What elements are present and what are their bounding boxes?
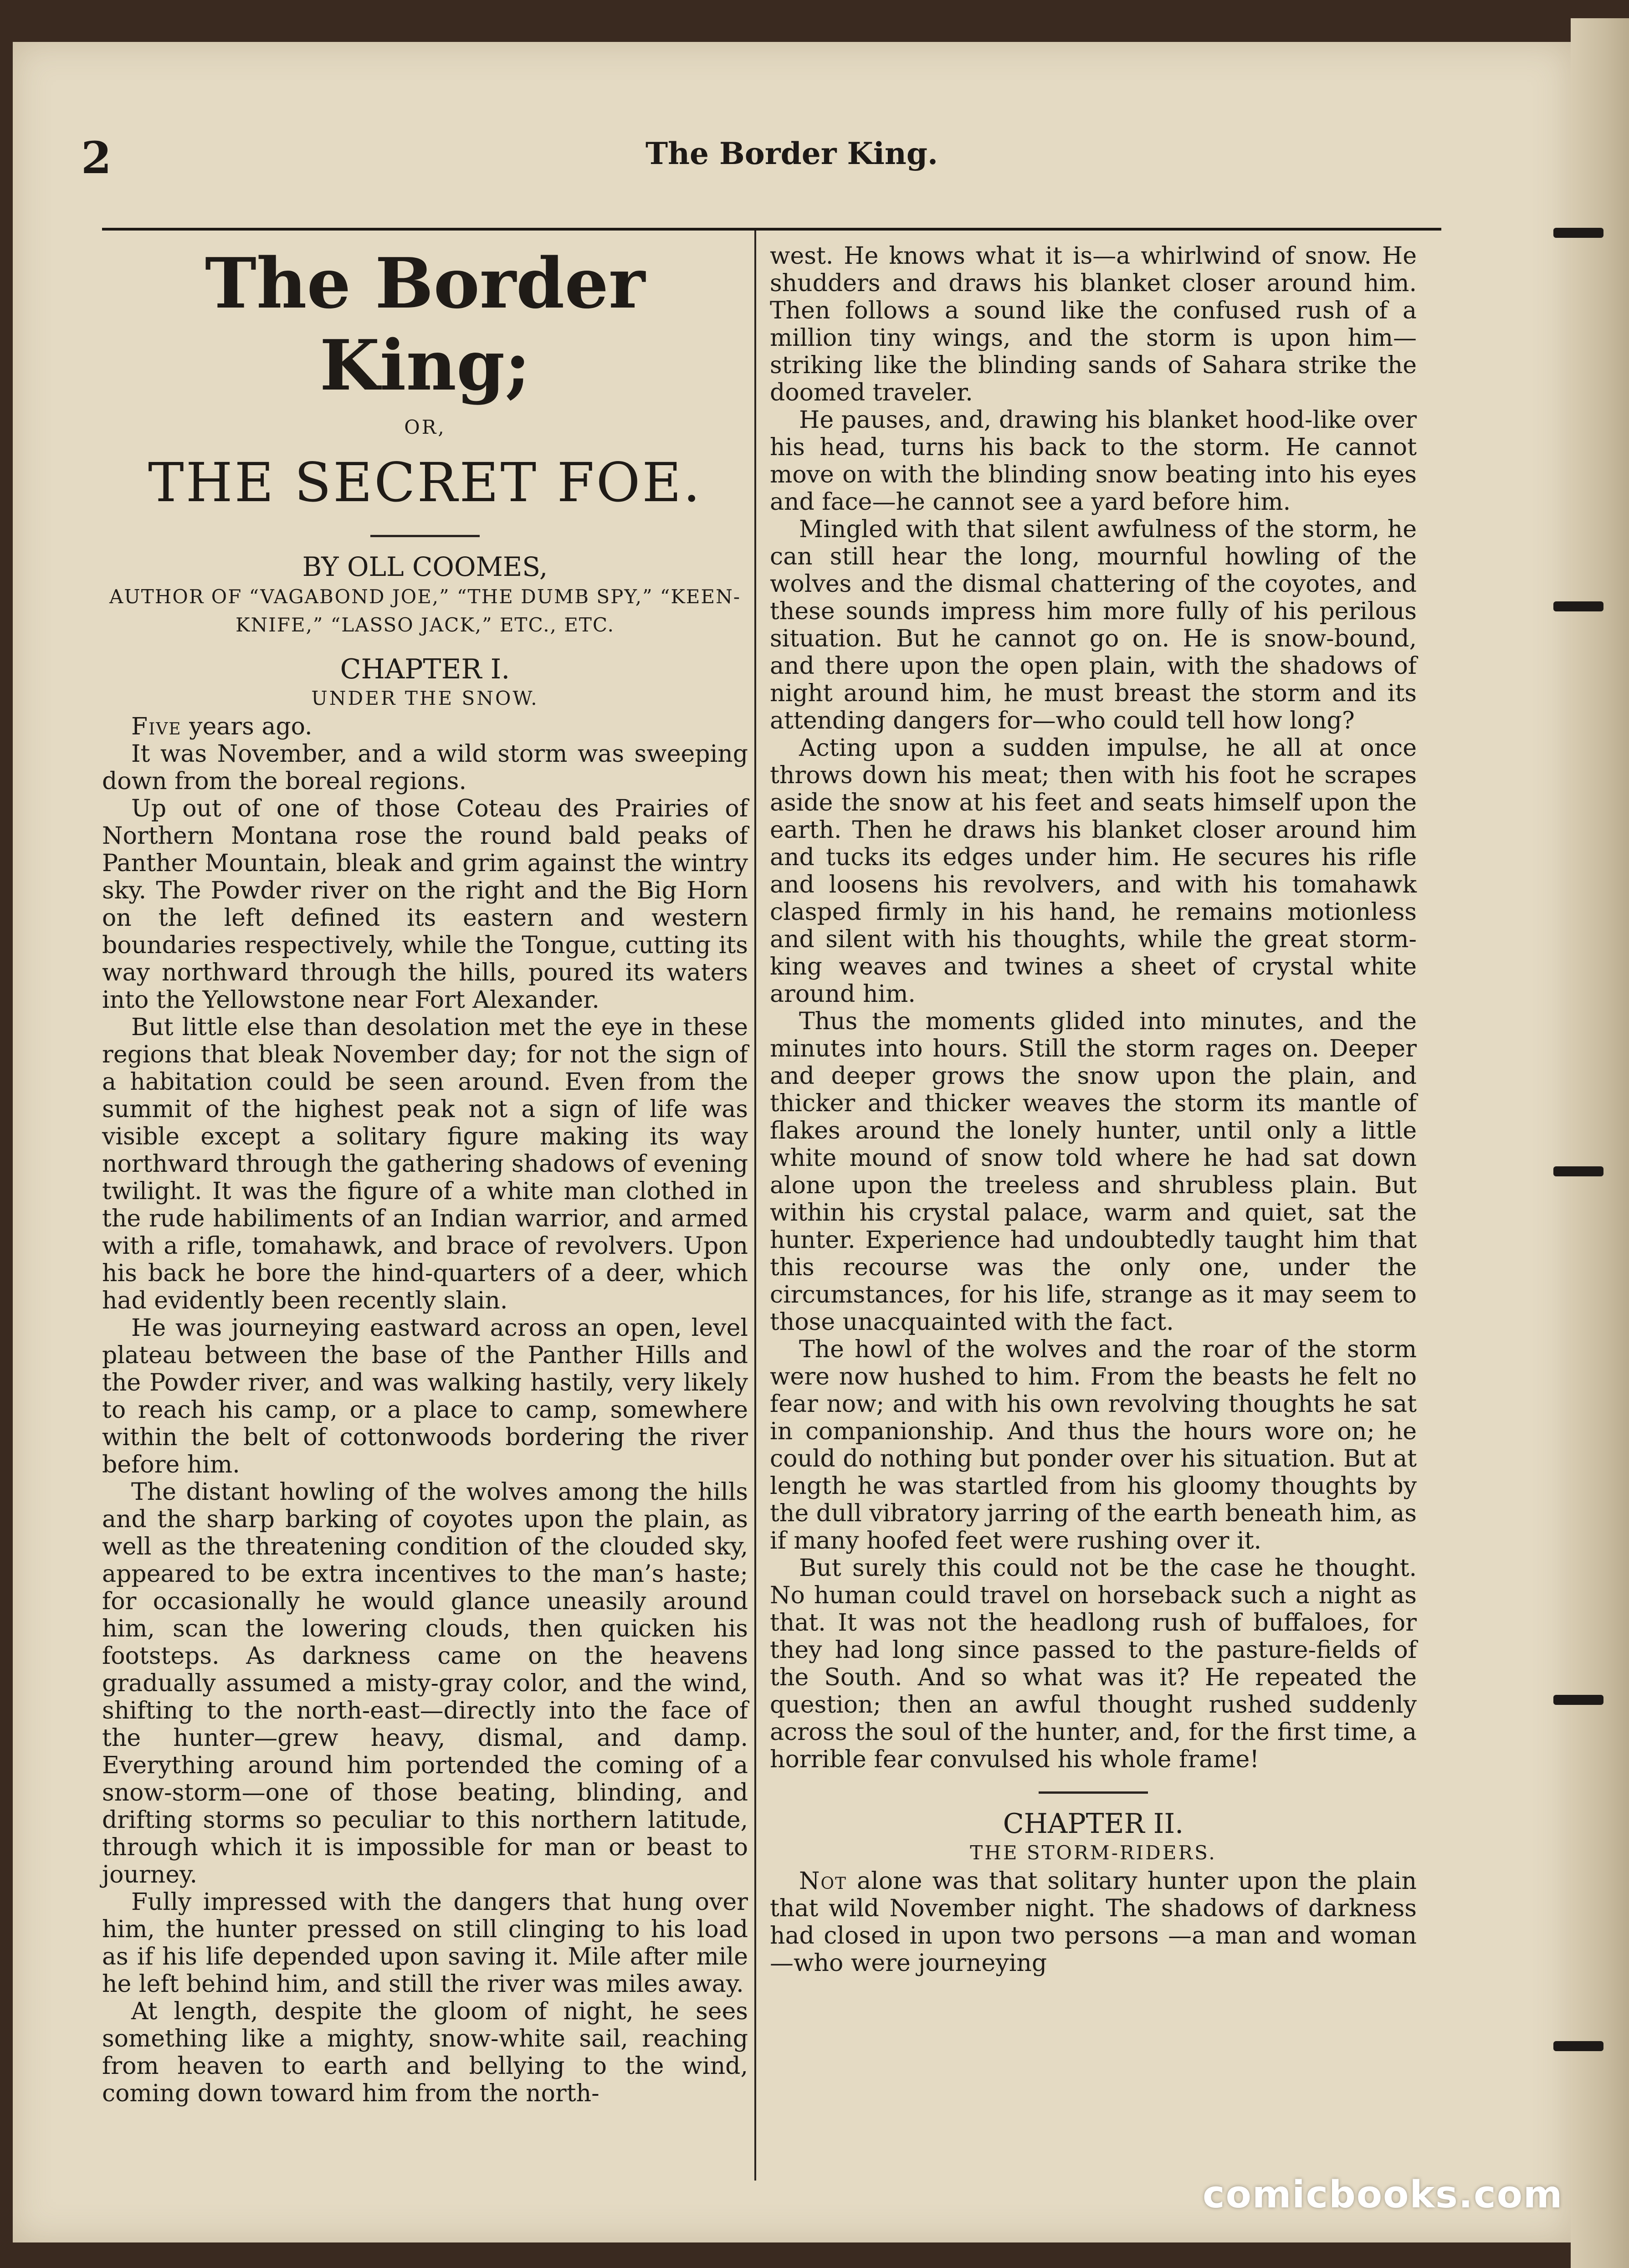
title-rule — [370, 535, 480, 537]
paragraph: Mingled with that silent awfulness of the storm, he can still hear the long, mournful howling of the wolves and the dismal chattering of the coyotes, and these sounds impress him more fully of his perilous situation. But he cannot go on. He is snow-bound, and there upon the open plain, with the shadows of night around him, he must breast the storm and its attending dangers for—who could tell how long? — [770, 516, 1417, 734]
chapter-2-opening — [770, 1868, 1417, 1977]
binding-stitch — [1553, 1695, 1603, 1705]
chapter-1-first-rest: years ago. — [181, 713, 312, 740]
paragraph: He was journeying eastward across an open, level plateau between the base of the Panther Hills and the Powder river, and was walking hastily, very likely to reach his camp, or a place to camp, somewhere within the belt of cottonwoods bordering the river before him. — [102, 1314, 748, 1478]
watermark-text: comicbooks.com — [1203, 2173, 1563, 2217]
right-column — [770, 242, 1417, 1977]
magazine-page — [13, 42, 1571, 2242]
left-column — [102, 242, 748, 2107]
chapter-1-number: CHAPTER I. — [340, 653, 510, 685]
binding-spine — [1571, 18, 1629, 2268]
paragraph: Up out of one of those Coteau des Prairies of Northern Montana rose the round bald peaks of Panther Mountain, bleak and grim against the wintry sky. The Powder river on the right and the Big Horn on the left defined its eastern and western boundaries respectively, while the Tongue, cutting its way northward through the hills, poured its waters into the Yellowstone near Fort Alexander. — [102, 795, 748, 1014]
paragraph: At length, despite the gloom of night, he sees something like a mighty, snow-white sail, reaching from heaven to earth and bellying to the wind, coming down toward him from the north- — [102, 1998, 748, 2107]
paragraph: Fully impressed with the dangers that hung over him, the hunter pressed on still clinging to his load as if his life depended upon saving it. Mile after mile he left behind him, and still the river was miles away. — [102, 1888, 748, 1998]
binding-stitch — [1553, 601, 1603, 611]
paragraph-continued: west. He knows what it is—a whirlwind of snow. He shudders and draws his blanket closer around him. Then follows a sound like the confused rush of a million tiny wings, and the storm is upon him—striking like the blinding sands of Sahara strike the doomed traveler. — [770, 242, 1417, 406]
binding-stitch — [1553, 228, 1603, 238]
chapter-1-first-word: Five — [131, 713, 182, 740]
page-number: 2 — [81, 132, 112, 184]
chapter-2-number: CHAPTER II. — [1003, 1808, 1184, 1840]
binding-stitch — [1553, 2041, 1603, 2051]
chapter-2-title: THE STORM-RIDERS. — [970, 1842, 1217, 1864]
story-title-or: OR, — [404, 416, 446, 438]
column-rule — [754, 231, 756, 2181]
author-works: AUTHOR OF “VAGABOND JOE,” “THE DUMB SPY,” “KEEN-KNIFE,” “LASSO JACK,” ETC., ETC. — [109, 585, 741, 636]
running-title: The Border King. — [645, 136, 938, 171]
story-alt-title: THE SECRET FOE. — [148, 451, 702, 514]
paragraph: But little else than desolation met the eye in these regions that bleak November day; for not the sign of a habitation could be seen around. Even from the summit of the highest peak not a sign of life was visible except a solitary figure making its way northward through the gathering shadows of evening twilight. It was the figure of a white man clothed in the rude habiliments of an Indian warrior, and armed with a rifle, tomahawk, and brace of revolvers. Upon his back he bore the hind-quarters of a deer, which had evidently been recently slain. — [102, 1014, 748, 1314]
story-title: The Border King; — [205, 242, 645, 406]
binding-stitch — [1553, 1166, 1603, 1176]
paragraph: He pauses, and, drawing his blanket hood-like over his head, turns his back to the storm. He cannot move on with the blinding snow beating into his eyes and face—he cannot see a yard before him. — [770, 406, 1417, 516]
chapter-rule — [1039, 1791, 1148, 1794]
chapter-2-first-word: Not — [799, 1868, 847, 1895]
byline: BY OLL COOMES, — [302, 551, 548, 582]
paragraph: Acting upon a sudden impulse, he all at once throws down his meat; then with his foot he scrapes aside the snow at his feet and seats himself upon the earth. Then he draws his blanket closer around him and tucks its edges under him. He secures his rifle and loosens his revolvers, and with his tomahawk clasped firmly in his hand, he remains motionless and silent with his thoughts, while the great storm-king weaves and twines a sheet of crystal white around him. — [770, 734, 1417, 1008]
paragraph: But surely this could not be the case he thought. No human could travel on horseback such a night as that. It was not the headlong rush of buffaloes, for they had long since passed to the pasture-fields of the South. And so what was it? He repeated the question; then an awful thought rushed suddenly across the soul of the hunter, and, for the first time, a horrible fear convulsed his whole frame! — [770, 1555, 1417, 1773]
header-rule — [102, 228, 1441, 231]
paragraph: The howl of the wolves and the roar of the storm were now hushed to him. From the beasts he felt no fear now; and with his own revolving thoughts he sat in companionship. And thus the hours wore on; he could do nothing but ponder over his situation. But at length he was startled from his gloomy thoughts by the dull vibratory jarring of the earth beneath him, as if many hoofed feet were rushing over it. — [770, 1336, 1417, 1555]
chapter-1-title: UNDER THE SNOW. — [311, 687, 539, 709]
chapter-2-first-rest: alone was that solitary hunter upon the plain that wild November night. The shadows of darkness had closed in upon two persons —a man and woman—who were journeying — [770, 1868, 1417, 1977]
chapter-1-opening — [102, 713, 748, 740]
running-head — [81, 132, 1502, 187]
paragraph: Thus the moments glided into minutes, and the minutes into hours. Still the storm rages on. Deeper and deeper grows the snow upon the plain, and thicker and thicker weaves the storm its mantle of flakes around the lonely hunter, until only a little white mound of snow told where he had sat down alone upon the treeless and shrubless plain. But within his crystal palace, warm and quiet, sat the hunter. Experience had undoubtedly taught him that this recourse was the only one, under the circumstances, for his life, strange as it may seem to those unacquainted with the fact. — [770, 1008, 1417, 1336]
paragraph: It was November, and a wild storm was sweeping down from the boreal regions. — [102, 740, 748, 795]
paragraph: The distant howling of the wolves among the hills and the sharp barking of coyotes upon the plain, as well as the threatening condition of the clouded sky, appeared to be extra incentives to the man’s haste; for occasionally he would glance uneasily around him, scan the lowering clouds, then quicken his footsteps. As darkness came on the heavens gradually assumed a misty-gray color, and the wind, shifting to the north-east—directly into the face of the hunter—grew heavy, dismal, and damp. Everything around him portended the coming of a snow-storm—one of those beating, blinding, and drifting storms so peculiar to this northern latitude, through which it is impossible for man or beast to journey. — [102, 1478, 748, 1888]
